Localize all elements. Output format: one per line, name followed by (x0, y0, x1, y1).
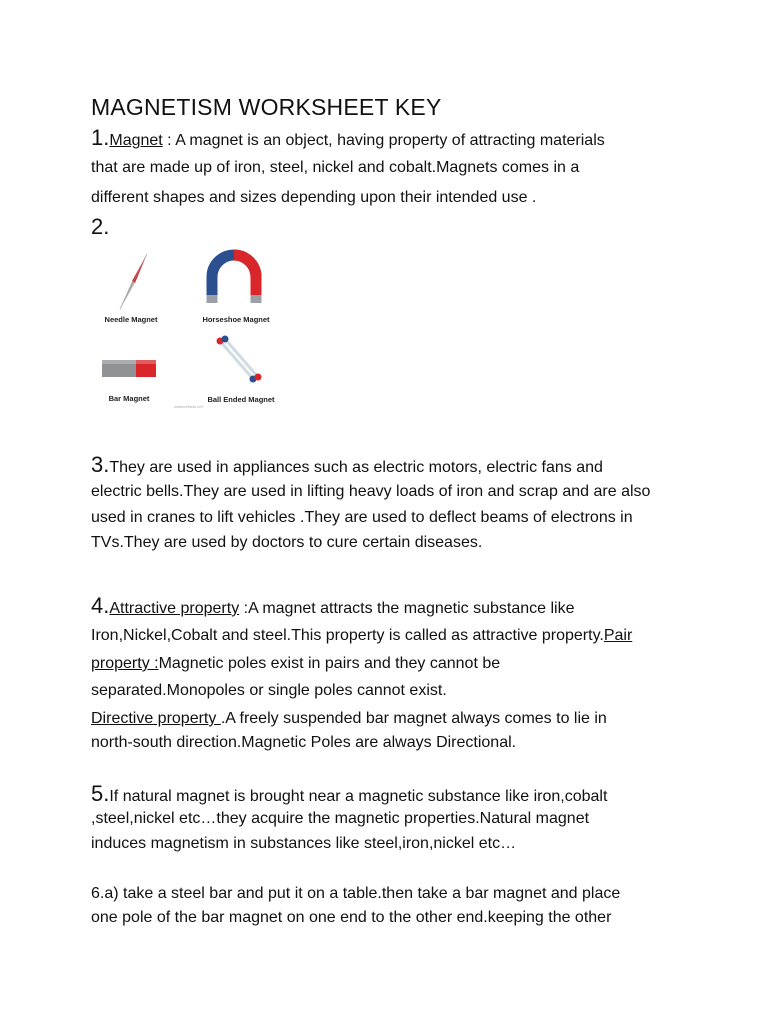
magnet-types-figure (91, 249, 281, 411)
q4-text-2: Iron,Nickel,Cobalt and steel.This property is called as attractive property. (91, 627, 604, 644)
q5-text-1: If natural magnet is brought near a magnetic substance like iron,cobalt (109, 788, 608, 805)
q6-line-1: 6.a) take a steel bar and put it on a table.then take a bar magnet and place (91, 885, 621, 902)
q5-line-3: induces magnetism in substances like steel,iron,nickel etc… (91, 835, 517, 852)
q3-line-3: used in cranes to lift vehicles .They are used to deflect beams of electrons in (91, 509, 633, 526)
q4-text-3: Magnetic poles exist in pairs and they cannot be (158, 655, 501, 672)
q4-number: 4. (91, 593, 110, 618)
q6-line-2: one pole of the bar magnet on one end to the other end.keeping the other (91, 909, 612, 926)
magnet-types-illustration (91, 249, 281, 411)
page-title: MAGNETISM WORKSHEET KEY (91, 94, 442, 120)
q4-line-6: north-south direction.Magnetic Poles are always Directional. (91, 734, 517, 751)
q5-line-1 (91, 781, 608, 807)
q3-line-2: electric bells.They are used in lifting heavy loads of iron and scrap and are also (91, 483, 651, 500)
q3-text-1: They are used in appliances such as electric motors, electric fans and (109, 459, 603, 476)
pair-property-term-part-1: Pair (603, 627, 633, 644)
q4-text-1: :A magnet attracts the magnetic substance like (239, 600, 575, 617)
q5-number: 5. (91, 781, 110, 806)
q1-term: Magnet (109, 132, 163, 149)
q5-line-2: ,steel,nickel etc…they acquire the magnetic properties.Natural magnet (91, 810, 590, 827)
figure-credit: sciencefacts.net (174, 404, 203, 409)
pair-property-term-part-2: property : (91, 655, 159, 672)
q1-line-2: that are made up of iron, steel, nickel and cobalt.Magnets comes in a (91, 159, 580, 176)
q3-line-4: TVs.They are used by doctors to cure certain diseases. (91, 534, 483, 551)
q4-line-1 (91, 593, 575, 619)
q4-line-4: separated.Monopoles or single poles cannot exist. (91, 682, 447, 699)
q1-number: 1. (91, 125, 110, 150)
bar-magnet-image (102, 360, 156, 377)
q1-line-1 (91, 125, 605, 151)
attractive-property-term: Attractive property (109, 600, 240, 617)
q2-number: 2. (91, 214, 110, 239)
horseshoe-magnet-image (207, 255, 262, 303)
q4-text-5: .A freely suspended bar magnet always comes to lie in (220, 710, 607, 727)
q4-line-5 (91, 709, 607, 729)
needle-magnet-label: Needle Magnet (104, 315, 158, 324)
q3-number: 3. (91, 452, 110, 477)
q1-text-1: : A magnet is an object, having property of attracting materials (162, 132, 605, 149)
ball-ended-magnet-image (217, 336, 262, 383)
q2-line-1 (91, 214, 110, 240)
bar-magnet-label: Bar Magnet (108, 394, 150, 403)
q3-line-1 (91, 452, 603, 478)
q4-line-3 (91, 654, 500, 674)
needle-magnet-image (120, 254, 147, 309)
ball-ended-magnet-label: Ball Ended Magnet (207, 395, 275, 404)
q1-line-3: different shapes and sizes depending upon their intended use . (91, 189, 537, 206)
directive-property-term: Directive property (91, 710, 221, 727)
q4-line-2 (91, 626, 632, 646)
horseshoe-magnet-label: Horseshoe Magnet (202, 315, 270, 324)
